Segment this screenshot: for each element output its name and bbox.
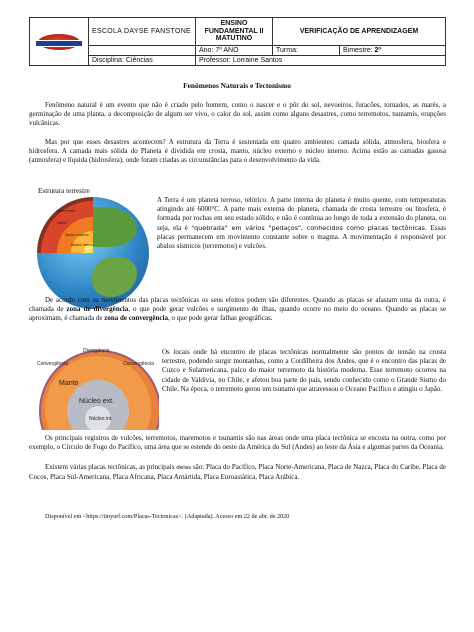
label-manto: Manto — [59, 380, 79, 387]
turma-label: Turma: — [273, 46, 340, 56]
school-name: ESCOLA DAYSE FANSTONE — [89, 18, 196, 46]
name-field — [89, 46, 196, 56]
label-nucleo-int: Núcleo int. — [89, 416, 113, 422]
label-manto: Manto — [57, 221, 67, 225]
ano-label: Ano: 7º ANO — [196, 46, 273, 56]
paragraph-7: Existem várias placas tectônicas, as principais delas são: Placa do Pacífico, Placa Norte-Americana, Placa de Nazca, Placa do Caribe, Placa de Cocos, Placa Sul-Americana, Placa Africana, Placa Antártida, Placa Euroasiática, Placa Arábica. — [29, 463, 446, 482]
paragraph-6: Os principais registros de vulcões, terremotos, maremotos e tsunamis são nas áreas onde uma placa tectônica se encosta na outra, como por exemplo, o Círculo de Fogo do Pacífico, uma área que se estende do oeste da América do Sul (Andes) ao leste da Ásia e algumas partes da Oceania. — [29, 434, 446, 452]
label-convergencia-right: Convergência — [123, 361, 154, 367]
paragraph-2: Mas por que esses desastres acontecem? A estrutura da Terra é sustentada em quatro ambientes: camada sólida, atmosfera, biosfera e hidrosfera. A camada mais sólida do Planeta é dividida em crosta, manto, núcleo externo e núcleo interno. Acima estão as camadas gasosa (atmosfera) e líquida (hidrosfera), onde foram criadas as circunstâncias para o desenvolvimento da vida. — [29, 138, 446, 165]
label-crosta: Crosta terrestre — [51, 209, 76, 213]
school-logo-cell — [30, 18, 89, 66]
continent-shape — [92, 257, 137, 297]
label-convergencia-left: Convergência — [37, 361, 68, 367]
professor-label: Professor: Lorraine Santos — [196, 56, 446, 66]
bimestre-label: Bimestre: 2º — [340, 46, 446, 56]
paragraph-4: De acordo com os movimentos das placas tectônicas os seus efeitos podem são diferentes. Quando as placas se afastam uma da outra, é chamada de zona de divergência, o que pode gerar vulcões e surgimento de ilhas, quando ocorre no meio do oceano. Quando as placas se aproximam, é chamada de zona de convergência, o que pode gerar falhas geográficas. — [29, 296, 446, 323]
paragraph-5: Os locais onde há encontro de placas tectônicas normalmente são pontos de tensão na crosta terrestre, podendo surgir montanhas, como a Cordilheira dos Andes, que é o encontro das placas de Cuzco e Sulamericana, palco do maior terremoto da história moderna. Esse terremoto ocorreu na cidade de Valdívia, no Chile, e afetou boa parte do país, sendo conhecido como o Grande Sismo do Chile. Na época, o terremoto gerou um tsunami que atravessou o Oceano Pacífico e atingiu o Japão. — [162, 348, 446, 393]
tectonic-plates-figure — [37, 348, 159, 430]
paragraph-3: A Terra é um planeta terroso, telúrico. A parte interna do planeta é muito quente, com temperaturas atingindo até 6000°C. A parte mais externa do planeta, chamada de crosta terrestre ou litosfera, é formada por rochas em seu estado sólido, e não é contínua ao longo de toda a extensão do planeta, ou seja, ela é "quebrada" em vários "pedaços", conhecidos como placas tectônicas. Essas placas permanecem em movimento constante sobre o magma. A movimentação é responsável por abalos sísmicos (terremotos) e vulcões. — [157, 196, 446, 251]
school-logo — [38, 34, 80, 50]
page-title: Fenômenos Naturais e Tectonismo — [183, 81, 291, 90]
paragraph-1: Fenômeno natural é um evento que não é criado pelo homem, como o nascer e o pôr do sol, nevoeiros, furacões, tornados, as marés, a germinação de uma planta, a decomposição de algum ser vivo, o calor do sol, assim como alguns desastres, como terremotos, tsunamis, erupções vulcânicas. — [29, 101, 446, 128]
figure-title: Estrutura terrestre — [38, 187, 90, 195]
label-nucleo-externo: Núcleo externo — [65, 233, 89, 237]
header-table — [29, 17, 446, 66]
disciplina-label: Disciplina: Ciências — [89, 56, 196, 66]
verification-title: VERIFICAÇÃO DE APRENDIZAGEM — [273, 18, 446, 46]
label-divergencia: Divergência — [83, 348, 110, 354]
earth-structure-figure — [37, 197, 149, 309]
label-nucleo-interno: Núcleo interno — [71, 243, 94, 247]
source-citation: Disponível em <https://tinyurl.com/Placas-Tectonicas>. (Adaptada). Acesso em 22 de abr. de 2020 — [45, 513, 290, 520]
label-nucleo-ext: Núcleo ext. — [79, 398, 115, 405]
ensino-label: ENSINO FUNDAMENTAL II MATUTINO — [196, 18, 273, 46]
